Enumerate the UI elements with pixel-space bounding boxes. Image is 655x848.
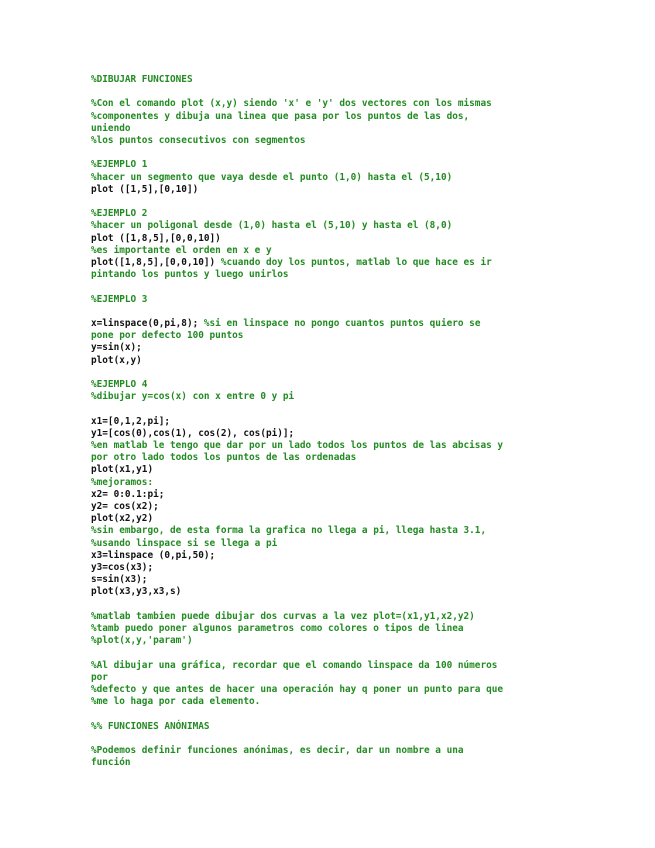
comment-line: uniendo: [91, 122, 131, 134]
blank-line: [91, 599, 566, 611]
comment-line: %hacer un segmento que vaya desde el punto (1,0) hasta el (5,10): [91, 171, 453, 183]
code-line: plot ([1,8,5],[0,0,10]): [91, 232, 221, 244]
blank-line: [91, 306, 566, 318]
comment-line: %EJEMPLO 4: [91, 378, 148, 390]
code-line: plot(x2,y2): [91, 513, 154, 525]
comment-line: %me lo haga por cada elemento.: [91, 696, 261, 708]
blank-line: [91, 147, 566, 159]
comment-line: %EJEMPLO 1: [91, 159, 148, 171]
comment-line: %matlab tambien puede dibujar dos curvas a la vez plot=(x1,y1,x2,y2): [91, 610, 475, 622]
comment-line: %Con el comando plot (x,y) siendo 'x' e 'y' dos vectores con los mismas: [91, 98, 492, 110]
comment-line: %DIBUJAR FUNCIONES: [91, 74, 193, 85]
blank-line: [91, 733, 566, 745]
code-line: [91, 428, 566, 440]
comment-line: %Podemos definir funciones anónimas, es decir, dar un nombre a una: [91, 745, 464, 756]
comment-line: %componentes y dibuja una linea que pasa por los puntos de las dos,: [91, 110, 470, 122]
comment-line: %defecto y que antes de hacer una operación hay q poner un punto para que: [91, 684, 504, 696]
code-document: [91, 74, 566, 769]
comment-line: %tamb puedo poner algunos parametros como colores o tipos de linea: [91, 623, 464, 635]
code-line: s=sin(x3);: [91, 574, 148, 586]
blank-line: [91, 196, 566, 208]
code-line: plot ([1,5],[0,10]): [91, 183, 199, 195]
comment-line: pintando los puntos y luego unirlos: [91, 269, 289, 281]
comment-line: %EJEMPLO 3: [91, 293, 148, 305]
blank-line: [91, 86, 566, 98]
code-text: plot([1,8,5],[0,0,10]): [91, 257, 221, 268]
inline-comment: %si en linspace no pongo cuantos puntos quiero se: [203, 317, 481, 329]
comment-line: %los puntos consecutivos con segmentos: [91, 135, 306, 146]
code-line: [91, 318, 566, 330]
blank-line: [91, 281, 566, 293]
code-line: plot(x3,y3,x3,s): [91, 586, 182, 598]
comment-line: %hacer un poligonal desde (1,0) hasta el (5,10) y hasta el (8,0): [91, 220, 453, 232]
comment-line: función: [91, 757, 131, 769]
comment-line: %EJEMPLO 2: [91, 208, 148, 220]
code-text: x=linspace(0,pi,8);: [91, 317, 204, 329]
blank-line: [91, 403, 566, 415]
inline-comment: %cuando doy los puntos, matlab lo que hace es ir: [220, 257, 492, 268]
code-line: y2= cos(x2);: [91, 501, 159, 512]
comment-line: por otro lado todos los puntos de las ordenadas: [91, 452, 357, 464]
blank-line: [91, 647, 566, 659]
code-line: plot(x,y): [91, 354, 142, 366]
comment-line: pone por defecto 100 puntos: [91, 330, 244, 342]
code-line: x2= 0:0.1:pi;: [91, 488, 165, 500]
comment-line: %en matlab le tengo que dar por un lado todos los puntos de las abcisas y: [91, 439, 504, 451]
comment-line: %mejoramos:: [91, 476, 154, 488]
code-line: x1=[0,1,2,pi];: [91, 415, 171, 427]
comment-line: %es importante el orden en x e y: [91, 244, 272, 256]
code-line: x3=linspace (0,pi,50);: [91, 549, 216, 561]
comment-line: %sin embargo, de esta forma la grafica no llega a pi, llega hasta 3.1,: [91, 525, 487, 537]
code-line: y=sin(x);: [91, 342, 142, 354]
blank-line: [91, 708, 566, 720]
comment-line: %% FUNCIONES ANÓNIMAS: [91, 720, 210, 732]
code-line: y3=cos(x3);: [91, 562, 154, 574]
code-line: plot(x1,y1): [91, 464, 154, 476]
comment-line: %Al dibujar una gráfica, recordar que el comando linspace da 100 números: [91, 659, 498, 671]
blank-line: [91, 367, 566, 379]
comment-line: %dibujar y=cos(x) con x entre 0 y pi: [91, 391, 295, 403]
comment-line: %plot(x,y,'param'): [91, 635, 193, 647]
code-line: [91, 257, 566, 269]
comment-line: por: [91, 671, 108, 683]
code-text: y1=[cos(0),cos(1), cos(2), cos(pi)];: [91, 427, 295, 439]
comment-line: %usando linspace si se llega a pi: [91, 537, 278, 549]
